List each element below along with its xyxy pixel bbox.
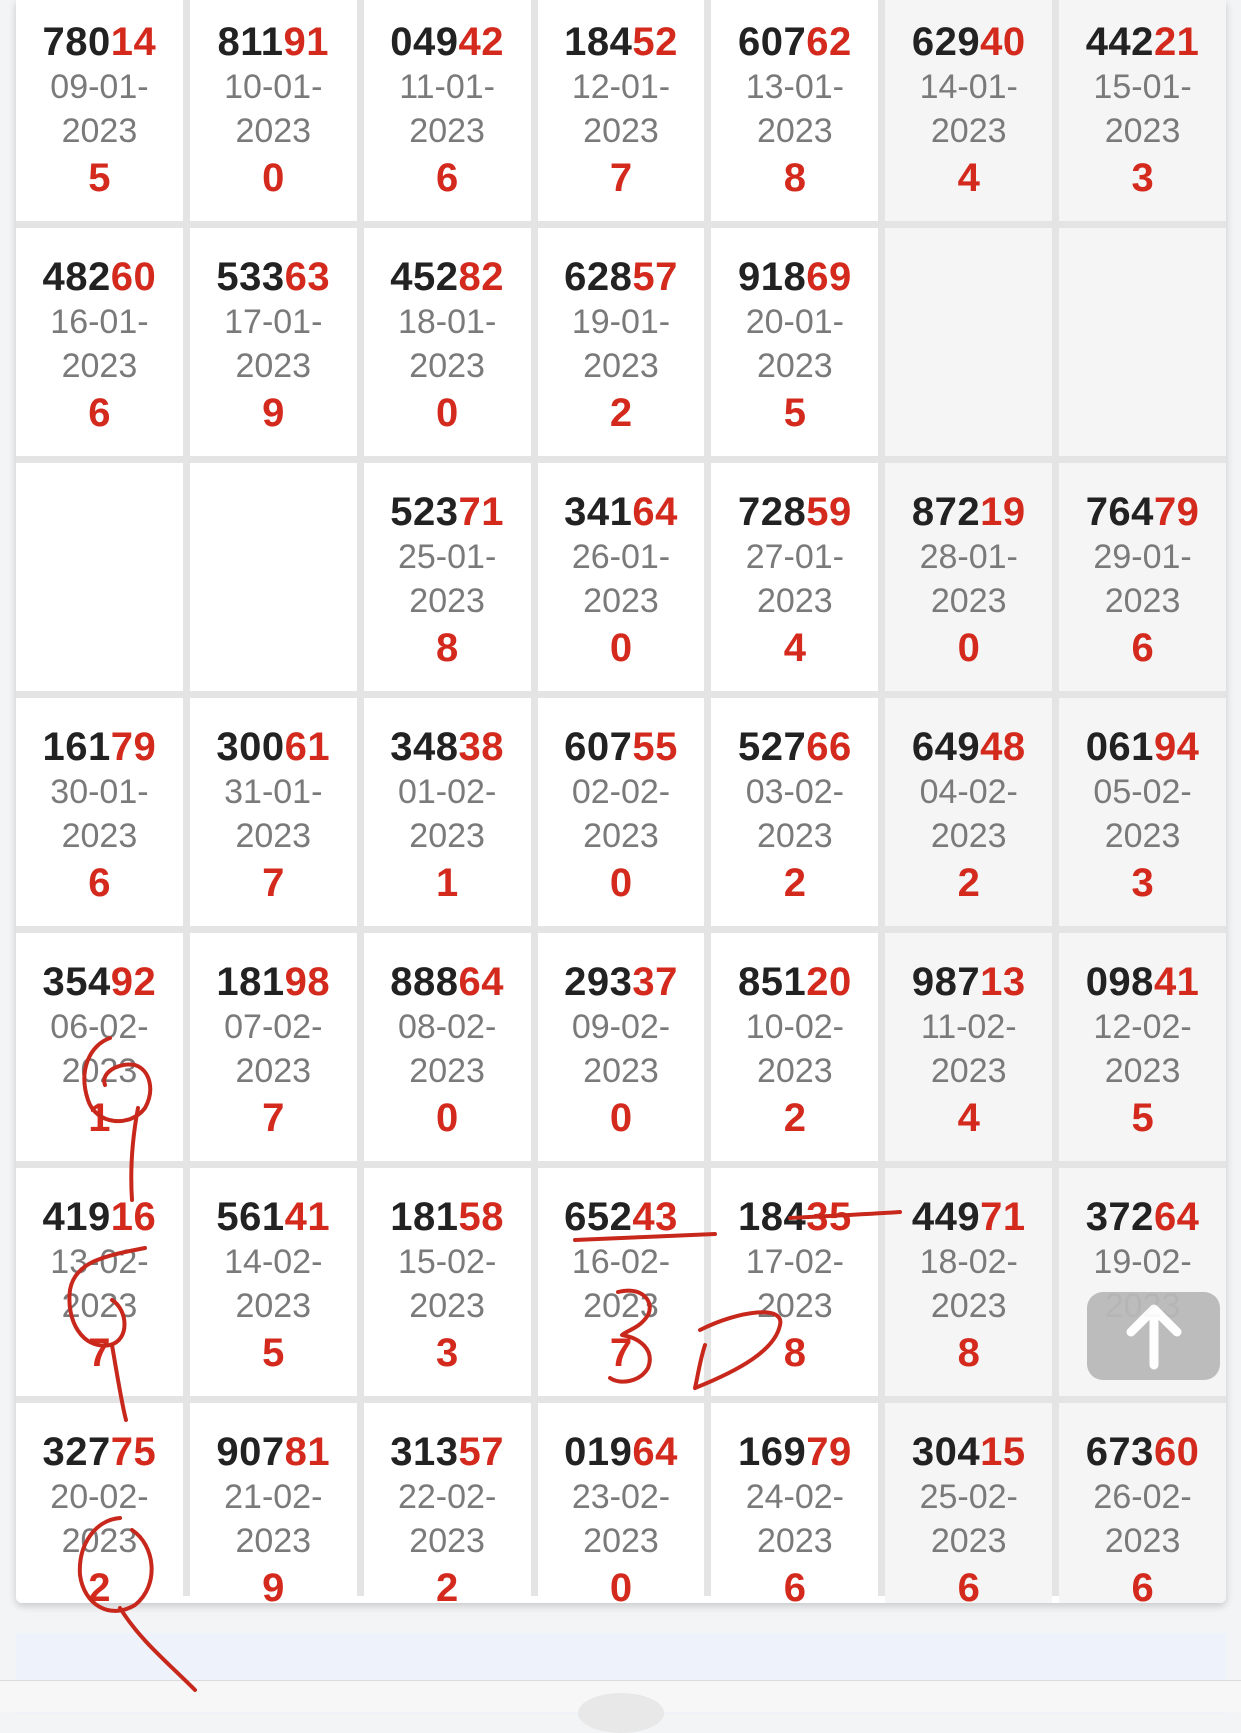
- draw-number-prefix: 300: [216, 725, 285, 769]
- draw-number-prefix: 652: [564, 1195, 633, 1239]
- calendar-cell[interactable]: [711, 1168, 878, 1396]
- draw-number-suffix: 38: [458, 725, 504, 769]
- draw-result-digit: 4: [957, 1096, 980, 1140]
- draw-result-digit: 4: [783, 626, 806, 670]
- draw-number-prefix: 607: [564, 725, 633, 769]
- draw-date: 10-01- 2023: [224, 68, 323, 150]
- draw-number-prefix: 523: [390, 490, 459, 534]
- draw-number-suffix: 75: [110, 1430, 157, 1474]
- draw-date: 13-02- 2023: [50, 1243, 149, 1325]
- draw-result-digit: 6: [957, 1566, 980, 1603]
- draw-result-digit: 2: [783, 861, 806, 905]
- draw-date: 15-01- 2023: [1093, 68, 1192, 150]
- draw-number-prefix: 184: [564, 20, 633, 64]
- draw-number-suffix: 71: [980, 1195, 1026, 1239]
- draw-number-suffix: 57: [632, 255, 678, 299]
- draw-number-prefix: 811: [217, 20, 284, 64]
- calendar-cell[interactable]: [538, 463, 705, 691]
- draw-result-digit: 5: [1131, 1096, 1154, 1140]
- draw-date: 18-01- 2023: [397, 303, 497, 385]
- draw-result-digit: 2: [609, 391, 633, 435]
- draw-number: [564, 489, 678, 535]
- draw-number-suffix: 41: [1153, 960, 1200, 1004]
- draw-number-prefix: 907: [216, 1430, 285, 1474]
- calendar-cell-empty: [190, 463, 357, 691]
- draw-number-suffix: 55: [632, 725, 678, 769]
- calendar-cell[interactable]: [538, 0, 705, 221]
- calendar-cell[interactable]: [711, 228, 878, 456]
- draw-number-prefix: 304: [911, 1430, 981, 1474]
- draw-number-suffix: 41: [284, 1195, 331, 1239]
- draw-number: [43, 1429, 157, 1475]
- draw-number-suffix: 92: [110, 960, 157, 1004]
- draw-number-suffix: 13: [980, 960, 1026, 1004]
- draw-number: [43, 959, 157, 1005]
- draw-number: [390, 959, 504, 1005]
- draw-number: [218, 19, 330, 65]
- home-indicator[interactable]: [578, 1693, 664, 1733]
- draw-result-digit: 9: [262, 391, 285, 435]
- draw-result-digit: 7: [88, 1331, 111, 1375]
- draw-number-suffix: 14: [110, 20, 157, 64]
- draw-number: [390, 724, 504, 770]
- draw-result-digit: 7: [262, 1096, 285, 1140]
- draw-number-suffix: 43: [632, 1195, 678, 1239]
- draw-number-prefix: 851: [737, 960, 807, 1004]
- draw-number-suffix: 66: [806, 725, 852, 769]
- draw-date: 14-02- 2023: [224, 1243, 323, 1325]
- calendar-cell[interactable]: [364, 0, 531, 221]
- draw-number: [1086, 959, 1200, 1005]
- draw-number-suffix: 91: [283, 20, 330, 64]
- draw-result-digit: 2: [783, 1096, 806, 1140]
- draw-date: 25-01- 2023: [397, 538, 497, 620]
- draw-result-digit: 7: [609, 156, 633, 200]
- draw-number-suffix: 59: [806, 490, 852, 534]
- draw-number-prefix: 607: [737, 20, 807, 64]
- draw-result-digit: 6: [783, 1566, 806, 1603]
- draw-result-digit: 8: [783, 1331, 806, 1375]
- draw-number-suffix: 79: [806, 1430, 852, 1474]
- draw-result-digit: 7: [609, 1331, 633, 1375]
- draw-number-prefix: 987: [911, 960, 981, 1004]
- draw-number-prefix: 872: [911, 490, 981, 534]
- draw-date: 18-02- 2023: [919, 1243, 1018, 1325]
- draw-number-prefix: 918: [737, 255, 807, 299]
- draw-result-digit: 0: [609, 861, 633, 905]
- draw-result-digit: 6: [88, 861, 111, 905]
- arrow-up-icon: [1119, 1301, 1189, 1371]
- draw-result-digit: 3: [1131, 156, 1154, 200]
- calendar-cell[interactable]: [885, 0, 1052, 221]
- draw-date: 24-02- 2023: [745, 1478, 844, 1560]
- calendar-cell[interactable]: [711, 1403, 878, 1603]
- draw-number-suffix: 40: [980, 20, 1026, 64]
- draw-number: [1086, 724, 1200, 770]
- draw-number: [912, 724, 1026, 770]
- draw-number-prefix: 313: [390, 1430, 459, 1474]
- draw-date: 09-02- 2023: [571, 1008, 671, 1090]
- draw-date: 19-02-: [1093, 1243, 1192, 1281]
- draw-date: 27-01- 2023: [745, 538, 844, 620]
- calendar-cell[interactable]: [885, 698, 1052, 926]
- calendar-cell[interactable]: [538, 698, 705, 926]
- calendar-cell[interactable]: [538, 228, 705, 456]
- draw-number-prefix: 019: [564, 1430, 633, 1474]
- draw-number: [564, 254, 678, 300]
- draw-number-suffix: 61: [284, 725, 331, 769]
- calendar-cell[interactable]: [190, 933, 357, 1161]
- calendar-cell[interactable]: [711, 698, 878, 926]
- draw-number: [912, 959, 1026, 1005]
- draw-result-digit: 5: [783, 391, 806, 435]
- draw-date: 26-01- 2023: [571, 538, 671, 620]
- draw-date: 20-01- 2023: [745, 303, 844, 385]
- calendar-cell[interactable]: [190, 228, 357, 456]
- draw-number-prefix: 561: [216, 1195, 285, 1239]
- calendar-cell[interactable]: [711, 0, 878, 221]
- draw-number-suffix: 37: [632, 960, 678, 1004]
- draw-result-digit: 6: [1131, 626, 1154, 670]
- draw-date: 23-02- 2023: [571, 1478, 671, 1560]
- draw-number-prefix: 442: [1085, 20, 1154, 64]
- draw-number: [912, 1429, 1026, 1475]
- draw-number-prefix: 181: [390, 1195, 459, 1239]
- draw-number: [216, 959, 330, 1005]
- calendar-cell[interactable]: [190, 1168, 357, 1396]
- calendar-cell[interactable]: [190, 698, 357, 926]
- draw-number-prefix: 764: [1085, 490, 1154, 534]
- draw-number-suffix: 20: [806, 960, 852, 1004]
- draw-number: [564, 1194, 678, 1240]
- draw-number-prefix: 533: [216, 255, 285, 299]
- draw-number: [1086, 19, 1200, 65]
- draw-number: [1086, 1429, 1200, 1475]
- draw-number: [912, 489, 1026, 535]
- draw-number-suffix: 19: [980, 490, 1026, 534]
- draw-result-digit: 3: [436, 1331, 459, 1375]
- draw-number: [43, 724, 157, 770]
- draw-date: 15-02- 2023: [397, 1243, 497, 1325]
- draw-number: [738, 959, 852, 1005]
- draw-number-prefix: 169: [737, 1430, 807, 1474]
- draw-result-digit: 8: [957, 1331, 980, 1375]
- calendar-cell[interactable]: [364, 698, 531, 926]
- draw-number-prefix: 629: [911, 20, 981, 64]
- calendar-cell-empty: [16, 463, 183, 691]
- draw-number: [564, 724, 678, 770]
- draw-number-suffix: 64: [632, 490, 678, 534]
- draw-number-suffix: 64: [458, 960, 504, 1004]
- calendar-cell[interactable]: [190, 1403, 357, 1603]
- draw-number-suffix: 58: [458, 1195, 504, 1239]
- draw-number-prefix: 482: [42, 255, 111, 299]
- draw-number-suffix: 62: [806, 20, 852, 64]
- draw-number-prefix: 780: [42, 20, 111, 64]
- draw-number: [912, 1194, 1026, 1240]
- draw-number-prefix: 061: [1085, 725, 1154, 769]
- draw-number-suffix: 16: [110, 1195, 157, 1239]
- draw-number-prefix: 341: [564, 490, 633, 534]
- draw-date: 12-01- 2023: [571, 68, 671, 150]
- draw-number-suffix: 60: [110, 255, 157, 299]
- draw-number: [390, 19, 504, 65]
- draw-number-prefix: 673: [1085, 1430, 1154, 1474]
- draw-number-prefix: 888: [390, 960, 459, 1004]
- draw-result-digit: 0: [957, 626, 980, 670]
- calendar-cell[interactable]: [16, 933, 183, 1161]
- draw-number-suffix: 79: [1153, 490, 1200, 534]
- draw-result-digit: 0: [436, 391, 459, 435]
- draw-number-suffix: 79: [110, 725, 157, 769]
- draw-date: 10-02- 2023: [745, 1008, 844, 1090]
- calendar-cell[interactable]: [190, 0, 357, 221]
- calendar-cell[interactable]: [538, 1168, 705, 1396]
- calendar-cell[interactable]: [885, 463, 1052, 691]
- draw-date: 07-02- 2023: [224, 1008, 323, 1090]
- draw-result-digit: 5: [88, 156, 111, 200]
- draw-number-suffix: 98: [284, 960, 331, 1004]
- draw-number-prefix: 348: [390, 725, 459, 769]
- draw-result-digit: 6: [88, 391, 111, 435]
- draw-number: [43, 254, 157, 300]
- calendar-cell-empty: [885, 228, 1052, 456]
- calendar-cell[interactable]: [364, 1168, 531, 1396]
- calendar-cell[interactable]: [885, 1168, 1052, 1396]
- calendar-cell[interactable]: [16, 0, 183, 221]
- draw-date: 08-02- 2023: [397, 1008, 497, 1090]
- draw-number: [390, 254, 504, 300]
- calendar-cell-empty: [1059, 228, 1226, 456]
- draw-date: 17-01- 2023: [224, 303, 323, 385]
- draw-date: 26-02- 2023: [1093, 1478, 1192, 1560]
- draw-date: 16-01- 2023: [50, 303, 149, 385]
- draw-date: 13-01- 2023: [745, 68, 844, 150]
- draw-number: [216, 724, 330, 770]
- draw-result-digit: 9: [262, 1566, 285, 1603]
- calendar-cell[interactable]: [1059, 698, 1226, 926]
- draw-date: 20-02- 2023: [50, 1478, 149, 1560]
- draw-number: [390, 1429, 504, 1475]
- draw-number-suffix: 71: [458, 490, 504, 534]
- calendar-cell[interactable]: [16, 228, 183, 456]
- draw-number-suffix: 82: [458, 255, 504, 299]
- draw-number: [43, 19, 157, 65]
- draw-date: 03-02- 2023: [745, 773, 844, 855]
- draw-number-prefix: 452: [390, 255, 459, 299]
- draw-number: [216, 254, 330, 300]
- draw-result-digit: 7: [262, 861, 285, 905]
- draw-result-digit: 2: [436, 1566, 459, 1603]
- draw-result-digit: 0: [609, 1096, 633, 1140]
- draw-number: [738, 254, 852, 300]
- draw-number: [738, 1429, 852, 1475]
- draw-date: 25-02- 2023: [919, 1478, 1018, 1560]
- draw-number-prefix: 184: [737, 1195, 807, 1239]
- results-calendar-grid: [16, 0, 1226, 1603]
- draw-number: [390, 1194, 504, 1240]
- draw-date: 16-02- 2023: [571, 1243, 671, 1325]
- draw-number-suffix: 52: [632, 20, 678, 64]
- draw-result-digit: 8: [436, 626, 459, 670]
- draw-number: [738, 19, 852, 65]
- calendar-cell[interactable]: [16, 698, 183, 926]
- draw-number: [390, 489, 504, 535]
- calendar-cell[interactable]: [885, 1403, 1052, 1603]
- draw-date: 12-02- 2023: [1093, 1008, 1192, 1090]
- draw-result-digit: 3: [1131, 861, 1154, 905]
- calendar-cell[interactable]: [364, 933, 531, 1161]
- calendar-cell[interactable]: [364, 463, 531, 691]
- calendar-cell[interactable]: [1059, 463, 1226, 691]
- draw-number-suffix: 57: [458, 1430, 504, 1474]
- draw-number-prefix: 293: [564, 960, 633, 1004]
- draw-number-prefix: 372: [1085, 1195, 1154, 1239]
- calendar-cell[interactable]: [1059, 1403, 1226, 1603]
- draw-date: 09-01- 2023: [50, 68, 149, 150]
- draw-result-digit: 0: [262, 156, 285, 200]
- draw-date: 19-01- 2023: [571, 303, 671, 385]
- draw-result-digit: 1: [436, 861, 459, 905]
- draw-number: [564, 959, 678, 1005]
- draw-number-prefix: 354: [42, 960, 111, 1004]
- draw-number-suffix: 48: [980, 725, 1026, 769]
- draw-date: 06-02- 2023: [50, 1008, 149, 1090]
- draw-date: 02-02- 2023: [571, 773, 671, 855]
- draw-number: [1086, 1194, 1200, 1240]
- calendar-cell[interactable]: [16, 1168, 183, 1396]
- draw-date: 04-02- 2023: [919, 773, 1018, 855]
- draw-number: [738, 724, 852, 770]
- draw-number-prefix: 628: [564, 255, 633, 299]
- draw-number-prefix: 161: [42, 725, 111, 769]
- draw-date: 21-02- 2023: [224, 1478, 323, 1560]
- draw-date: 30-01- 2023: [50, 773, 149, 855]
- calendar-cell[interactable]: [711, 463, 878, 691]
- draw-number-suffix: 64: [632, 1430, 678, 1474]
- calendar-cell[interactable]: [16, 1403, 183, 1603]
- draw-number: [912, 19, 1026, 65]
- draw-number-suffix: 42: [458, 20, 504, 64]
- draw-date: 14-01- 2023: [919, 68, 1018, 150]
- draw-result-digit: 2: [957, 861, 980, 905]
- draw-result-digit: 6: [1131, 1566, 1154, 1603]
- calendar-cell[interactable]: [711, 933, 878, 1161]
- draw-date: 17-02- 2023: [745, 1243, 844, 1325]
- draw-result-digit: 0: [609, 626, 633, 670]
- draw-number-suffix: 63: [284, 255, 331, 299]
- draw-number: [216, 1429, 330, 1475]
- draw-number-suffix: 69: [806, 255, 852, 299]
- draw-result-digit: 5: [262, 1331, 285, 1375]
- draw-date: 22-02- 2023: [397, 1478, 497, 1560]
- draw-number-suffix: 21: [1153, 20, 1200, 64]
- draw-number-prefix: 098: [1085, 960, 1154, 1004]
- draw-number: [216, 1194, 330, 1240]
- draw-result-digit: 6: [436, 156, 459, 200]
- draw-date: 28-01- 2023: [919, 538, 1018, 620]
- draw-date: 29-01- 2023: [1093, 538, 1192, 620]
- draw-number-suffix: 15: [980, 1430, 1026, 1474]
- draw-number-suffix: 64: [1153, 1195, 1200, 1239]
- draw-number-suffix: 81: [284, 1430, 331, 1474]
- draw-number: [564, 1429, 678, 1475]
- scroll-to-top-button[interactable]: [1087, 1292, 1220, 1380]
- draw-result-digit: 0: [436, 1096, 459, 1140]
- draw-number-prefix: 327: [42, 1430, 111, 1474]
- draw-number-prefix: 649: [911, 725, 981, 769]
- draw-result-digit: 0: [609, 1566, 633, 1603]
- calendar-cell[interactable]: [885, 933, 1052, 1161]
- draw-number: [564, 19, 678, 65]
- draw-number-prefix: 728: [737, 490, 807, 534]
- draw-number: [1086, 489, 1200, 535]
- draw-number-suffix: 35: [806, 1195, 852, 1239]
- draw-result-digit: 2: [88, 1566, 111, 1603]
- draw-number-prefix: 419: [42, 1195, 111, 1239]
- draw-number-prefix: 049: [390, 20, 459, 64]
- calendar-cell[interactable]: [364, 228, 531, 456]
- draw-number-prefix: 181: [216, 960, 285, 1004]
- draw-number: [43, 1194, 157, 1240]
- draw-date: 05-02- 2023: [1093, 773, 1192, 855]
- calendar-cell[interactable]: [1059, 0, 1226, 221]
- draw-number: [738, 489, 852, 535]
- calendar-cell[interactable]: [364, 1403, 531, 1603]
- calendar-cell[interactable]: [538, 1403, 705, 1603]
- draw-date: 11-02- 2023: [920, 1008, 1017, 1090]
- draw-result-digit: 8: [783, 156, 806, 200]
- draw-result-digit: 1: [88, 1096, 111, 1140]
- draw-date: 31-01- 2023: [224, 773, 323, 855]
- draw-number-suffix: 60: [1153, 1430, 1200, 1474]
- results-calendar-card: [16, 0, 1226, 1603]
- calendar-cell[interactable]: [538, 933, 705, 1161]
- draw-number-prefix: 527: [737, 725, 807, 769]
- draw-result-digit: 4: [957, 156, 980, 200]
- draw-number: [738, 1194, 852, 1240]
- draw-number-prefix: 449: [911, 1195, 981, 1239]
- draw-date: 01-02- 2023: [397, 773, 497, 855]
- draw-number-suffix: 94: [1153, 725, 1200, 769]
- draw-date: 11-01- 2023: [399, 68, 495, 150]
- calendar-cell[interactable]: [1059, 933, 1226, 1161]
